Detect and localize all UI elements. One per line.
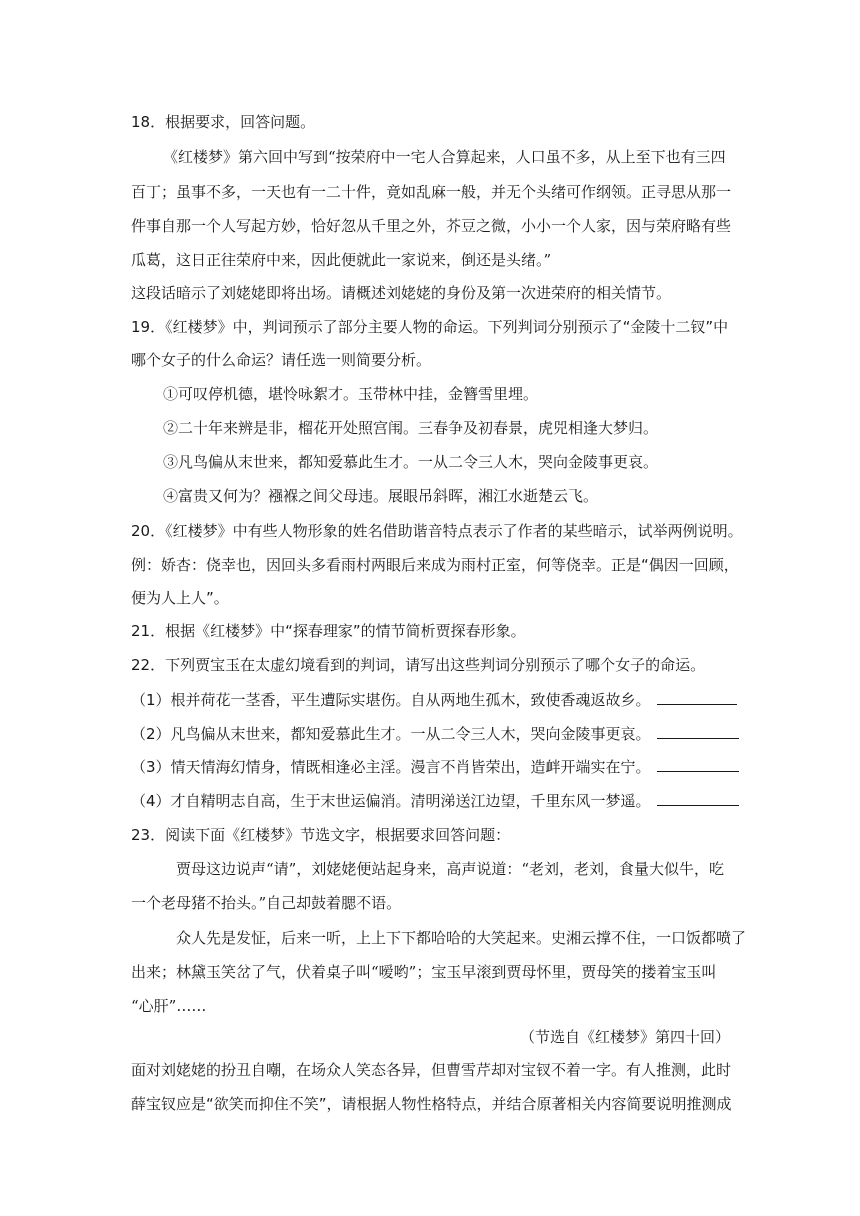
q22-item-1-text: （1）根并荷花一茎香，平生遭际实堪伤。自从两地生孤木，致使香魂返故乡。 — [131, 691, 651, 709]
q23-passage-line-2: 一个老母猪不抬头。”自己却鼓着腮不语。 — [131, 894, 402, 912]
q19-item-2: ②二十年来辨是非，榴花开处照宫闱。三春争及初春景，虎兕相逢大梦归。 — [163, 419, 659, 437]
q18-quote-line-3: 件事自那一个人写起方妙，恰好忽从千里之外，芥豆之微，小小一个人家，因与荣府略有些 — [131, 217, 732, 235]
q21-line-1: 21．根据《红楼梦》中“探春理家”的情节简析贾探春形象。 — [131, 622, 526, 640]
q22-item-4-text: （4）才自精明志自高，生于末世运偏消。清明涕送江边望，千里东风一梦遥。 — [131, 792, 651, 810]
q19-item-4: ④富贵又何为？襁褓之间父母违。展眼吊斜晖，湘江水逝楚云飞。 — [163, 487, 599, 505]
q22-title: 22．下列贾宝玉在太虚幻境看到的判词，请写出这些判词分别预示了哪个女子的命运。 — [131, 656, 706, 674]
q19-title-line-2: 哪个女子的什么命运？请任选一则简要分析。 — [131, 351, 432, 369]
q18-quote-line-1: 《红楼梦》第六回中写到“按荣府中一宅人合算起来，人口虽不多，从上至下也有三四 — [163, 148, 726, 166]
q23-title: 23．阅读下面《红楼梦》节选文字，根据要求回答问题： — [131, 826, 511, 844]
answer-blank-3[interactable] — [657, 757, 739, 772]
q18-task: 这段话暗示了刘姥姥即将出场。请概述刘姥姥的身份及第一次进荣府的相关情节。 — [131, 284, 672, 302]
answer-blank-4[interactable] — [657, 791, 739, 806]
q22-item-2 — [131, 724, 739, 744]
q22-item-4 — [131, 791, 739, 811]
q18-title: 18．根据要求，回答问题。 — [131, 113, 316, 131]
q19-item-1: ①可叹停机德，堪怜咏絮才。玉带林中挂，金簪雪里埋。 — [163, 385, 539, 403]
q22-item-3 — [131, 757, 739, 777]
q22-item-3-text: （3）情天情海幻情身，情既相逢必主淫。漫言不肖皆荣出，造衅开端实在宁。 — [131, 758, 651, 776]
q23-passage-line-4: 出来；林黛玉笑岔了气，伏着桌子叫“嗳哟”；宝玉早滚到贾母怀里，贾母笑的搂着宝玉叫 — [131, 963, 717, 981]
q23-passage-line-3: 众人先是发怔，后来一听，上上下下都哈哈的大笑起来。史湘云撑不住，一口饭都喷了 — [176, 929, 747, 947]
q20-line-2: 例：娇杏：侥幸也，因回头多看雨村两眼后来成为雨村正室，何等侥幸。正是“偶因一回顾， — [131, 556, 739, 574]
answer-blank-1[interactable] — [657, 690, 737, 705]
q18-quote-line-4: 瓜葛，这日正往荣府中来，因此便就此一家说来，倒还是头绪。” — [131, 251, 552, 269]
q22-item-2-text: （2）凡鸟偏从末世来，都知爱慕此生才。一从二令三人木，哭向金陵事更哀。 — [131, 725, 651, 743]
q22-item-1 — [131, 690, 737, 710]
q23-passage-line-5: “心肝”…… — [131, 997, 207, 1015]
answer-blank-2[interactable] — [657, 724, 739, 739]
q23-passage-line-1: 贾母这边说声“请”，刘姥姥便站起身来，高声说道：“老刘，老刘，食量大似牛，吃 — [176, 860, 725, 878]
q20-line-1: 20．《红楼梦》中有些人物形象的姓名借助谐音特点表示了作者的某些暗示，试举两例说明。 — [131, 522, 743, 540]
q23-task-line-2: 薛宝钗应是“欲笑而抑住不笑”，请根据人物性格特点，并结合原著相关内容简要说明推测成 — [131, 1095, 732, 1113]
q19-item-3: ③凡鸟偏从末世来，都知爱慕此生才。一从二令三人木，哭向金陵事更哀。 — [163, 453, 659, 471]
q23-source: （节选自《红楼梦》第四十回） — [519, 1028, 730, 1046]
q23-task-line-1: 面对刘姥姥的扮丑自嘲，在场众人笑态各异，但曹雪芹却对宝钗不着一字。有人推测，此时 — [131, 1061, 732, 1079]
q18-quote-line-2: 百丁；虽事不多，一天也有一二十件，竟如乱麻一般，并无个头绪可作纲领。正寻思从那一 — [131, 183, 732, 201]
q20-line-3: 便为人上人”。 — [131, 589, 229, 607]
q19-title-line-1: 19．《红楼梦》中，判词预示了部分主要人物的命运。下列判词分别预示了“金陵十二钗”中 — [131, 318, 729, 336]
